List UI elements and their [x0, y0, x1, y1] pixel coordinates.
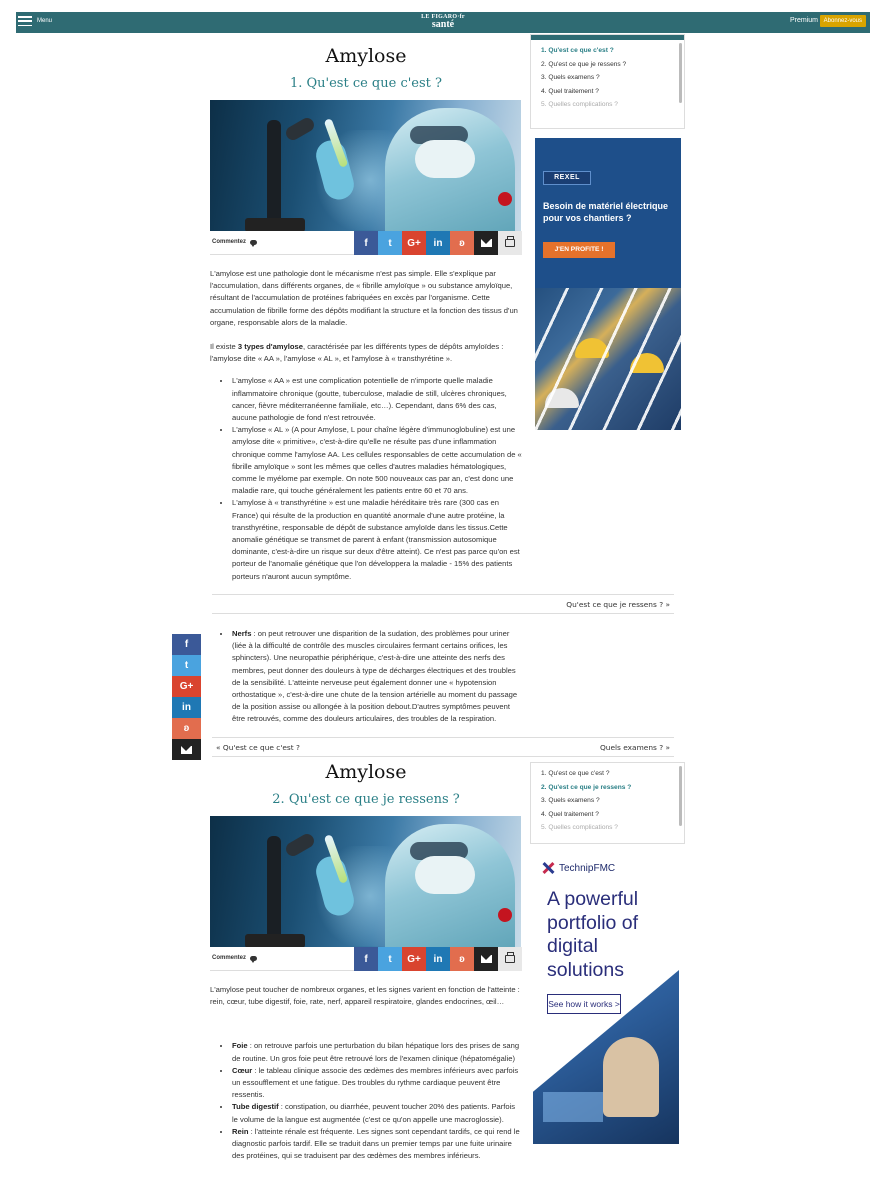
list-item: • L'amylose « AA » est une complication potentielle de n'importe quelle maladie inflammatoire chronique (goutte, tuberculose, maladie de still, ulcères chroniques, cancer, fièvre méditerranéenne familiale, etc…). Cependant, dans 6% des cas, aucune pathologie de fond n'est retrouvée.: [231, 375, 522, 424]
article-section-1: [210, 45, 522, 583]
ad-tagline: Besoin de matériel électrique pour vos chantiers ?: [543, 201, 669, 223]
toc-item[interactable]: 1. Qu'est ce que c'est ?: [541, 770, 610, 777]
section-subtitle: 2. Qu'est ce que je ressens ?: [272, 792, 460, 807]
site-logo[interactable]: [16, 14, 870, 30]
facebook-icon[interactable]: f: [354, 231, 378, 255]
toc-item[interactable]: 2. Qu'est ce que je ressens ?: [541, 783, 632, 791]
mail-icon[interactable]: [172, 739, 201, 760]
table-of-contents: [530, 34, 685, 129]
comments-link[interactable]: [212, 955, 257, 961]
viadeo-icon[interactable]: ʚ: [450, 231, 474, 255]
print-icon[interactable]: [498, 231, 522, 255]
mail-icon[interactable]: [474, 231, 498, 255]
toc-item[interactable]: 3. Quels examens ?: [541, 797, 600, 804]
share-bar: [210, 231, 522, 255]
ad-cta-button[interactable]: See how it works >: [547, 994, 621, 1014]
linkedin-icon[interactable]: in: [426, 231, 450, 255]
list-item: • Foie : on retrouve parfois une perturbation du bilan hépatique lors des prises de sang de routine. Un gros foie peut être retrouvé lors de l'examen clinique (hépatomégalie): [231, 1040, 522, 1064]
section-nav-2: [212, 737, 674, 757]
comments-label: Commentez: [212, 955, 247, 961]
share-bar: [210, 947, 522, 971]
toc-item[interactable]: 4. Quel traitement ?: [541, 810, 599, 818]
toc-item[interactable]: 5. Quelles complications ?: [541, 101, 618, 108]
section-nav-1: [212, 594, 674, 614]
linkedin-icon[interactable]: in: [426, 947, 450, 971]
list-item: • L'amylose « AL » (A pour Amylose, L pour chaîne légère d'immunoglobuline) est une amylose dite « primitive», c'est-à-dire qu'elle ne résulte pas d'une inflammation chronique comme l'amylose AA. Les cellules responsables de cette accumulation de « fibrille amyloïque » sont les mêmes que celles d'autres maladies hématologiques, comme le myélome par exemple. On note 500 nouveaux cas par an, c'est donc une maladie rare, qui touche généralement les patients entre 60 et 70 ans.: [231, 424, 522, 497]
comments-link[interactable]: [212, 239, 257, 245]
list-item: • Cœur : le tableau clinique associe des œdèmes des membres inférieurs avec parfois un essoufflement et une fatigue. Des troubles du rythme cardiaque peuvent être ressentis.: [231, 1065, 522, 1102]
page-title: Amylose: [325, 761, 407, 783]
logo-line1: LE FIGARO·fr: [421, 14, 465, 20]
google-plus-icon[interactable]: G+: [402, 231, 426, 255]
ad-technip[interactable]: [533, 852, 679, 1144]
types-bold: 3 types d'amylose: [237, 342, 303, 352]
next-section-link[interactable]: Qu'est ce que je ressens ? »: [566, 600, 670, 609]
linkedin-icon[interactable]: in: [172, 697, 201, 718]
toc-scrollbar[interactable]: [679, 43, 682, 103]
ad-cta-button[interactable]: J'EN PROFITE !: [543, 242, 615, 258]
list-item: • Rein : l'atteinte rénale est fréquente. Les signes sont cependant tardifs, ce qui rend le diagnostic parfois tardif. Elle se traduit dans un premier temps par une fuite urinaire des protéines, qui se traduisent par des œdèmes des membres inférieurs.: [231, 1126, 522, 1163]
ad-headline: A powerful portfolio of digital solutions: [547, 888, 639, 981]
technip-logo-icon: [541, 861, 555, 875]
site-header: [16, 12, 870, 33]
toc-item[interactable]: 1. Qu'est ce que c'est ?: [541, 47, 614, 54]
menu-label: Menu: [37, 18, 53, 24]
subscribe-button[interactable]: Abonnez-vous: [820, 15, 866, 27]
comment-icon: [250, 956, 257, 961]
hero-image: [210, 816, 521, 947]
list-item: • Tube digestif : constipation, ou diarrhée, peuvent toucher 20% des patients. Parfois le volume de la langue est augmentée (c'est ce qu'on appelle une macroglossie).: [231, 1101, 522, 1125]
types-paragraph: Il existe 3 types d'amylose, caractérisée par les différents types de dépôts amyloïdes : l'amylose dite « AA », l'amylose « AL », et l'amylose à « transthyrétine ».: [210, 342, 504, 364]
intro-paragraph: L'amylose peut toucher de nombreux organes, et les signes varient en fonction de l'atteinte : rein, cœur, tube digestif, foie, rate, nerf, appareil respiratoire, glandes endocrines, œil…: [210, 985, 520, 1007]
nerfs-list: [221, 628, 522, 726]
hero-image: [210, 100, 521, 231]
mail-icon[interactable]: [474, 947, 498, 971]
toc-item[interactable]: 4. Quel traitement ?: [541, 87, 599, 95]
nerfs-block: [210, 628, 522, 726]
section-subtitle: 1. Qu'est ce que c'est ?: [289, 76, 443, 91]
next-section-link[interactable]: Quels examens ? »: [599, 743, 670, 752]
twitter-icon[interactable]: t: [378, 231, 402, 255]
article-section-2: [210, 761, 522, 1162]
toc-scrollbar[interactable]: [679, 766, 682, 826]
rexel-logo: REXEL: [543, 171, 591, 185]
logo-line2: santé: [431, 19, 455, 30]
comments-label: Commentez: [212, 239, 247, 245]
types-list: [221, 375, 522, 582]
viadeo-icon[interactable]: ʚ: [172, 718, 201, 739]
table-of-contents: [530, 762, 685, 844]
twitter-icon[interactable]: t: [378, 947, 402, 971]
facebook-icon[interactable]: f: [172, 634, 201, 655]
facebook-icon[interactable]: f: [354, 947, 378, 971]
comment-icon: [250, 240, 257, 245]
ad-rexel[interactable]: [535, 138, 681, 430]
floating-share-bar: [172, 634, 201, 760]
toc-item[interactable]: 3. Quels examens ?: [541, 74, 600, 81]
print-icon[interactable]: [498, 947, 522, 971]
intro-paragraph: L'amylose est une pathologie dont le mécanisme n'est pas simple. Elle s'explique par l'accumulation, dans différents organes, de « fibrille amyloïque » ou substance amyloïque, résultant de l'accumulation de protéines fabriquées en excès par l'organisme. Cette accumulation de fibrille forme des dépôts modifiant la structure et la fonction des tissus d'un organe, responsable alors de la maladie.: [210, 269, 518, 327]
google-plus-icon[interactable]: G+: [402, 947, 426, 971]
viadeo-icon[interactable]: ʚ: [450, 947, 474, 971]
toc-item[interactable]: 5. Quelles complications ?: [541, 824, 618, 831]
list-item: • L'amylose à « transthyrétine » est une maladie héréditaire très rare (300 cas en France) qui résulte de la production en quantité anormale d'une autre protéine, la transthyrétine, responsable de dépôt de substance amyloïde dans les tissus.Cette anomalie génétique se transmet de parent à enfant (transmission autosomique dominante, c'est-à-dire un risque sur deux d'être atteint). Ce n'est pas parce qu'on est porteur de l'anomalie génétique que l'on développera la maladie - 15% des patients porteurs n'auront aucun symptôme.: [231, 497, 522, 582]
twitter-icon[interactable]: t: [172, 655, 201, 676]
technip-logo: TechnipFMC: [541, 861, 615, 875]
toc-item[interactable]: 2. Qu'est ce que je ressens ?: [541, 60, 627, 68]
google-plus-icon[interactable]: G+: [172, 676, 201, 697]
symptoms-list: [221, 1040, 522, 1162]
page-title: Amylose: [325, 45, 407, 67]
prev-section-link[interactable]: « Qu'est ce que c'est ?: [216, 743, 300, 752]
list-item: • Nerfs : on peut retrouver une disparition de la sudation, des problèmes pour uriner (liée à la difficulté de contrôle des muscles circulaires fermant certains orifices, les sphincters). Une neuropathie périphérique, c'est-à-dire une atteinte des nerfs des membres, peut donner des douleurs à type de décharges électriques et des troubles de la sensibilité. L'atteinte nerveuse peut également donner une « hypotension orthostatique », c'est-à-dire une chute de la tension artérielle au moment du passage de la position assise ou allongée à la position debout.D'autres symptômes peuvent être retrouvés, comme des douleurs articulaires, des troubles de la respiration.: [231, 628, 522, 726]
premium-link[interactable]: Premium: [789, 17, 818, 24]
